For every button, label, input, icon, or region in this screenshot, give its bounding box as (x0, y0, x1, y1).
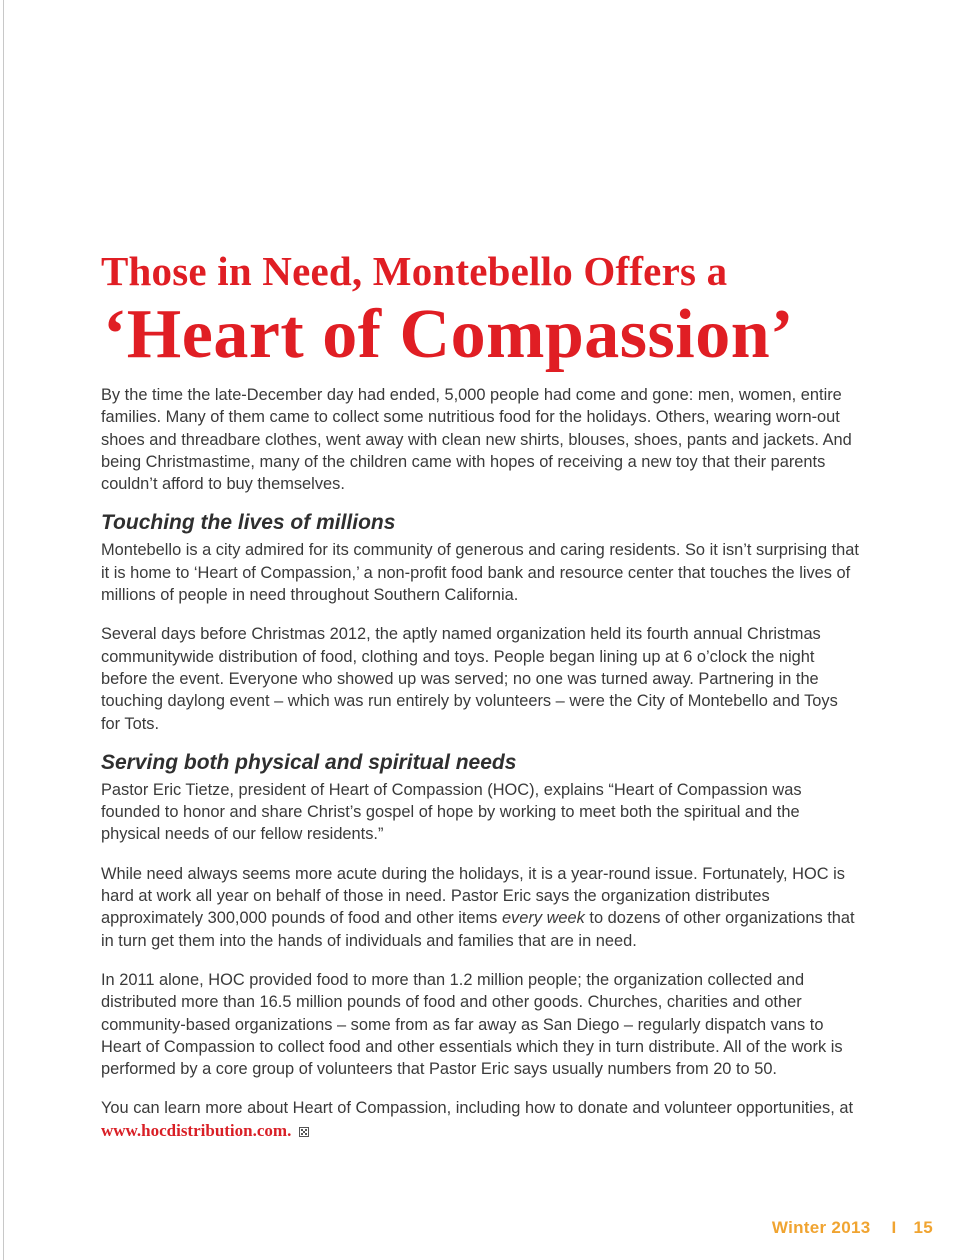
section-heading-touching-lives: Touching the lives of millions (101, 511, 396, 535)
section2-paragraph-3: In 2011 alone, HOC provided food to more than 1.2 million people; the organization collected and distributed more than 16.5 million pounds of food and other goods. Churches, charities and other community-based organizations – some from as far away as San Diego – regularly dispatch vans to Heart of Compassion to collect food and other essentials which they in turn distribute. All of the work is performed by a core group of volunteers that Pastor Eric says usually numbers from 20 to 50. (101, 970, 843, 1079)
section2-paragraph-2-text-a: While need always seems more acute during the holidays, it is a year-round issue. Fortunately, HOC is hard at work all year on behalf of those in need. Pastor Eric says the organization distributes approximately 300,000 pounds of food and other items (101, 864, 845, 928)
section2-paragraph-4 (101, 1097, 859, 1142)
article (101, 246, 859, 1142)
emphasis-every-week: every week (501, 909, 585, 928)
intro-paragraph: By the time the late-December day had ended, 5,000 people had come and gone: men, women, entire families. Many of them came to collect some nutritious food for the holidays. Others, wearing worn-out shoes and threadbare clothes, went away with clean new shirts, blouses, shoes, pants and jackets. And being Christmastime, many of the children came with hopes of receiving a new toy that their parents couldn’t afford to buy themselves. (101, 386, 852, 494)
article-title-line1: Those in Need, Montebello Offers a (101, 248, 728, 294)
section2-paragraph-1: Pastor Eric Tietze, president of Heart of Compassion (HOC), explains “Heart of Compassion was founded to honor and share Christ’s gospel of hope by working to meet both the spiritual and the physical needs of our fellow residents.” (101, 780, 802, 844)
page-footer (772, 1218, 933, 1238)
section1-paragraph-2: Several days before Christmas 2012, the aptly named organization held its fourth annual Christmas communitywide distribution of food, clothing and toys. People began lining up at 6 o’clock the night before the event. Everyone who showed up was served; no one was turned away. Partnering in the touching daylong event – which was run entirely by volunteers – were the City of Montebello and Toys for Tots. (101, 625, 838, 733)
end-of-article-icon (299, 1127, 309, 1137)
footer-separator: I (891, 1218, 897, 1237)
section2-paragraph-4-text: You can learn more about Heart of Compassion, including how to donate and volunteer opportunities, at (101, 1099, 854, 1118)
page-number: 15 (913, 1218, 933, 1237)
page-edge-rule (3, 0, 4, 1260)
section2-paragraph-2 (101, 863, 859, 952)
article-title-line2: ‘Heart of Compassion’ (103, 296, 794, 373)
title-block (101, 246, 859, 374)
hoc-website-link[interactable]: www.hocdistribution.com. (101, 1120, 292, 1140)
section2-paragraph-2-text-b: to dozens of other organizations that in turn get them into the hands of individuals and families that are in need. (101, 909, 855, 950)
section1-paragraph-1: Montebello is a city admired for its community of generous and caring residents. So it isn’t surprising that it is home to ‘Heart of Compassion,’ a non-profit food bank and resource center that touches the lives of millions of people in need throughout Southern California. (101, 541, 859, 605)
section-heading-physical-spiritual: Serving both physical and spiritual needs (101, 750, 517, 774)
issue-label: Winter 2013 (771, 1218, 871, 1237)
